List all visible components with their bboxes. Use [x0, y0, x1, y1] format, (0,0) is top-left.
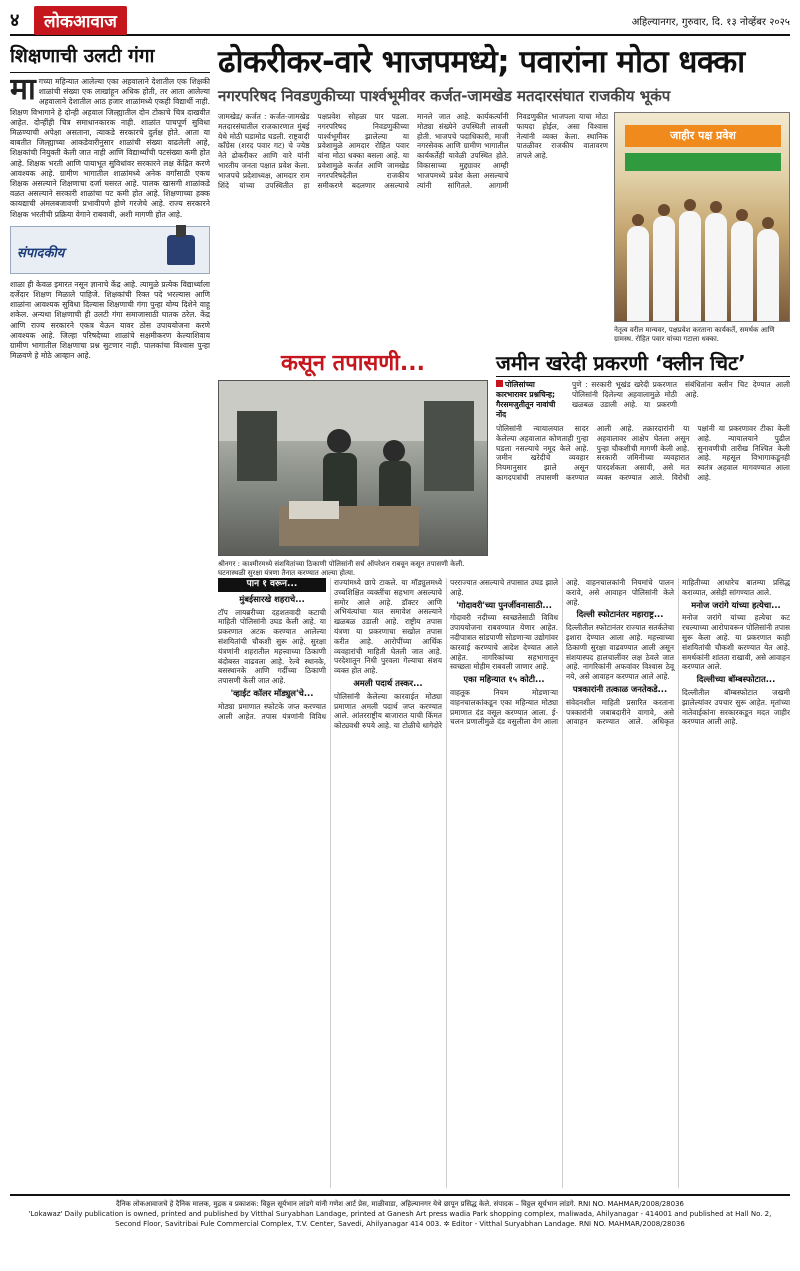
continuation-badge: पान १ वरून...	[218, 578, 326, 592]
land-byline	[496, 380, 564, 420]
section-label: दिल्लीच्या बॉम्बस्फोटात...	[696, 674, 776, 685]
person-figure	[757, 229, 779, 321]
search-headline: कसून तपासणी...	[281, 351, 425, 376]
land-byline-text: पोलिसांच्या कारभारावर प्रश्नचिन्ह; गैरसमजुतीतून नावांची नोंद	[496, 380, 556, 419]
section-label: 'व्हाईट कॉलर मॉड्युल'चे...	[230, 687, 314, 698]
land-intro-text: पुणे : सरकारी भूखंड खरेदी प्रकरणात पोलिसांनी दिलेल्या अहवालामुळे मोठी खळबळ उडाली आहे. या प्रकरणी संबंधितांना क्लीन चिट देण्यात आली आहे.	[572, 380, 790, 409]
section-text: मोठ्या प्रमाणात स्फोटके जप्त करण्यात आली आहेत. तपास यंत्रणांनी विविध राज्यांमध्ये छापे टाकले. या मॉड्युलमध्ये उच्चशिक्षित व्यक्तींचा सहभाग असल्याचे समोर आले आहे. डॉक्टर आणि अभियंत्यांचा यात समावेश असल्याने खळबळ उडाली आहे. राष्ट्रीय तपास यंत्रणा या प्रकरणाचा सखोल तपास करीत आहे. आरोपींच्या आर्थिक व्यवहारांची माहिती घेतली जात आहे. परदेशातून निधी पुरवला गेल्याचा संशय व्यक्त होत आहे.	[218, 578, 442, 721]
imprint-line-address: Second Floor, Savitribai Fule Commercial Complex, T.V. Center, Savedi, Ahilyanagar 414 003. ✲ Editor - Vitthal Suryabhan Landage. RNI NO. MAHMAR/2008/28036	[115, 1220, 685, 1228]
masthead	[10, 6, 790, 36]
photo-caption: नेतृत्व वरील मान्यवर, पक्षप्रवेश करताना कार्यकर्ते, समर्थक आणि ग्रामस्थ. रोहित पवार यांच्या गटाला धक्का.	[614, 326, 775, 343]
editorial-label: संपादकीय	[17, 245, 65, 261]
person-figure	[653, 216, 675, 321]
bullet-square-icon	[496, 380, 503, 387]
editorial-column	[10, 42, 210, 1192]
section-text: मनोज जरांगे यांच्या हत्येचा कट रचल्याच्या आरोपावरून पोलिसांनी तपास सुरू केला आहे. या प्रकरणात काही संशयितांची चौकशी करण्यात येत आहे. समर्थकांनी शांतता राखावी, असे आवाहन करण्यात आले.	[682, 613, 790, 672]
person-figure	[627, 226, 649, 321]
section-label: मनोज जरांगे यांच्या हत्येचा...	[691, 599, 781, 610]
person-figure	[679, 211, 701, 321]
search-caption: श्रीनगर : काश्मीरमध्ये संशयितांच्या ठिकाणी पोलिसांनी सर्च ऑपरेशन राबवून कसून तपासणी केली. घटनास्थळी सुरक्षा यंत्रणा तैनात करण्यात आल्या होत्या.	[218, 560, 465, 577]
section-text: गोदावरी नदीच्या स्वच्छतेसाठी विविध उपाययोजना राबवण्यात येणार आहेत. नदीपात्रात सांडपाणी सोडणाऱ्या उद्योगांवर कारवाई करण्याचे आदेश देण्यात आले आहेत. नागरिकांच्या सहभागातून स्वच्छता मोहीम राबवली जाणार आहे.	[450, 613, 558, 672]
newspaper-brand: लोकआवाज	[34, 6, 127, 35]
person-figure	[731, 221, 753, 321]
photo-banner-strip	[625, 153, 781, 171]
person-figure	[705, 213, 727, 321]
editorial-paragraph: गच्या महिन्यात आलेल्या एका अहवालाने देशातील एक शिक्षकी शाळांची संख्या एक लाखांहून अधिक होती, तर आता आलेल्या अहवालाने देशातील आठ हजार शाळांमध्ये एकही विद्यार्थी नाही. शिक्षण विभागाने हे दोन्ही अहवाल जिल्ह्यातील दोन टोकाचे चित्र दाखवीत आहेत. दोन्हींही चित्र समाधानकारक नाही. शाळांत पाचपूर्ण सुविधा मिळण्याची अपेक्षा असताना, त्याकडे सरकारचे दुर्लक्ष होते. आता या बाबतीत जिल्ह्याच्या आकडेवारीनुसार शाळांची संख्या वाढलेली आहे, शिक्षकांची नियुक्ती केली जात नाही आणि विद्यार्थ्यांची पटसंख्या कमी होत आहे. शिक्षक भरती आणि पायाभूत सुविधांवर सरकारने लक्ष केंद्रित करणे आवश्यक आहे.	[10, 77, 210, 178]
party-induction-photo	[614, 112, 790, 322]
section-text: वाहतूक नियम मोडणाऱ्या वाहनचालकांकडून एका महिन्यात मोठ्या प्रमाणात दंड वसूल करण्यात आला. ई-चलन प्रणालीमुळे दंड वसुलीला वेग आला आहे. वाहनचालकांनी नियमांचे पालन करावे, असे आवाहन पोलिसांनी केले आहे.	[450, 578, 674, 727]
search-operation-photo	[218, 380, 488, 556]
section-label: मुंबईसारखे शहराचे...	[239, 593, 305, 604]
land-story-body	[496, 424, 790, 572]
editorial-paragraph: ग्रामीण भागातील शाळांमध्ये अनेक वर्गांसाठी एकच शिक्षक असल्याने शिक्षणाचा दर्जा घसरत आहे. पालक खासगी शाळांकडे वळत असल्याने सरकारी शाळांचा पट कमी होत आहे. शिक्षणाच्या हक्क कायद्याची अंमलबजावणी प्रभावीपणे होणे गरजेचे आहे. राज्य सरकारने शिक्षक भरतीची प्रक्रिया वेगाने राबवावी, अशी मागणी होत आहे.	[10, 168, 210, 219]
dateline: अहिल्यानगर, गुरुवार, दि. १३ नोव्हेंबर २०२५	[631, 17, 790, 28]
land-headline: जमीन खरेदी प्रकरणी ‘क्लीन चिट’	[496, 350, 790, 377]
section-text: संवेदनशील माहिती प्रसारित करताना पत्रकारांनी जबाबदारीने वागावे, असे आवाहन करण्यात आले. अधिकृत माहितीच्या आधारेच बातम्या प्रसिद्ध कराव्यात, असेही सांगण्यात आले.	[566, 578, 790, 727]
editorial-paragraph: शाळा ही केवळ इमारत नसून ज्ञानाचे केंद्र आहे. त्यामुळे प्रत्येक विद्यार्थ्याला दर्जेदार शिक्षण मिळाले पाहिजे. शिक्षकांची रिक्त पदे भरल्यास आणि शाळांना आवश्यक सुविधा दिल्यास शिक्षणाची गंगा पुन्हा योग्य दिशेने वाहू शकेल. अन्यथा शिक्षणाची ही उलटी गंगा समाजासाठी घातक ठरेल. केंद्र आणि राज्य सरकारने एकत्र येऊन यावर ठोस उपाययोजना करणे आवश्यक आहे. जिल्हा परिषदेच्या शाळांचे सक्षमीकरण केल्याशिवाय ग्रामीण भागातील शिक्षणाचा प्रश्न सुटणार नाही. पालकांचा विश्वास पुन्हा मिळवणे हे मोठे आव्हान आहे.	[10, 279, 210, 361]
imprint-footer	[10, 1194, 790, 1229]
section-text: टॉप लायब्ररीच्या दहशतवादी कटाची माहिती पोलिसांनी उघड केली आहे. या प्रकरणात अटक करण्यात आलेल्या संशयितांची चौकशी सुरू आहे. सुरक्षा यंत्रणांनी शहरातील महत्त्वाच्या ठिकाणी बंदोबस्त वाढवला आहे. रेल्वे स्थानके, बसस्थानके आणि गर्दीच्या ठिकाणी तपासणी केली जात आहे.	[218, 607, 326, 686]
page-number: ४	[10, 10, 20, 31]
section-text: दिल्लीतील स्फोटानंतर राज्यात सतर्कतेचा इशारा देण्यात आला आहे. महत्त्वाच्या ठिकाणी सुरक्षा वाढवण्यात आली असून संशयास्पद हालचालींवर लक्ष ठेवले जात आहे. नागरिकांनी अफवांवर विश्वास ठेवू नये, असे आवाहन करण्यात आले आहे.	[566, 623, 674, 682]
editorial-title: शिक्षणाची उलटी गंगा	[10, 42, 210, 73]
editorial-body-continued	[10, 280, 210, 362]
ink-pot-icon	[167, 235, 195, 265]
section-text: दिल्लीतील बॉम्बस्फोटात जखमी झालेल्यांवर उपचार सुरू आहेत. मृतांच्या नातेवाईकांना सरकारकडून मदत जाहीर करण्यात आली आहे.	[682, 687, 790, 727]
lead-story-text: जामखेड/ कर्जत : कर्जत-जामखेड मतदारसंघातील राजकारणात मुंबई येथे मोठी घडामोड घडली. राष्ट्रवादी काँग्रेस (शरद पवार गट) चे ज्येष्ठ नेते ढोकरीकर आणि वारे यांनी भारतीय जनता पक्षात प्रवेश केला. भाजपचे प्रदेशाध्यक्ष, आमदार राम शिंदे यांच्या उपस्थितीत हा पक्षप्रवेश सोहळा पार पडला. नगरपरिषद निवडणुकीच्या पार्श्वभूमीवर झालेल्या या प्रवेशामुळे आमदार रोहित पवार यांना मोठा धक्का बसला आहे. या प्रवेशामुळे कर्जत आणि जामखेड नगरपरिषदेतील राजकीय समीकरणे बदलणार असल्याचे मानले जात आहे. कार्यकर्त्यांनी मोठ्या संख्येने उपस्थिती लावली होती. भाजपचे पदाधिकारी, माजी नगरसेवक आणि ग्रामीण भागातील कार्यकर्तेही यावेळी उपस्थित होते. विकासाच्या मुद्द्यावर आम्ही भाजपमध्ये प्रवेश केला असल्याचे त्यांनी सांगितले. आगामी निवडणुकीत भाजपला याचा मोठा फायदा होईल, असा विश्वास नेत्यांनी व्यक्त केला. स्थानिक पातळीवर राजकीय वातावरण तापले आहे.	[218, 112, 608, 190]
section-text: पोलिसांनी केलेल्या कारवाईत मोठ्या प्रमाणात अमली पदार्थ जप्त करण्यात आले. आंतरराष्ट्रीय बाजारात याची किंमत कोट्यवधी रुपये आहे. या टोळीचे धागेदोरे परराज्यात असल्याचे तपासात उघड झाले आहे.	[334, 578, 558, 731]
section-label: एका महिन्यात १५ कोटी...	[463, 674, 545, 685]
lead-story-body	[218, 112, 608, 342]
lead-subhead: नगरपरिषद निवडणुकीच्या पार्श्वभूमीवर कर्जत-जामखेड मतदारसंघात राजकीय भूकंप	[218, 87, 671, 105]
imprint-line-marathi: दैनिक लोकआवाजचे हे दैनिक मालक, मुद्रक व प्रकाशक: विठ्ठल सूर्यभान लांडगे यांनी गणेश आर्ट प्रेस, माळीवाडा, अहिल्यानगर येथे छापून प्रसिद्ध केले. संपादक – विठ्ठल सूर्यभान लांडगे. RNI NO. MAHMAR/2008/28036	[116, 1200, 684, 1208]
lead-headline: ढोकरीकर-वारे भाजपमध्ये; पवारांना मोठा धक्का	[218, 44, 745, 80]
editorial-badge	[10, 226, 210, 274]
continuation-columns	[218, 578, 790, 1188]
section-label: दिल्ली स्फोटानंतर महाराष्ट्र...	[576, 609, 664, 620]
section-label: पत्रकारांनी तत्काळ जनतेकडे...	[572, 683, 668, 694]
section-label: 'गोदावरी'च्या पुनर्जीवनासाठी...	[456, 599, 552, 610]
dropcap: मा	[10, 72, 36, 107]
editorial-body	[10, 72, 210, 220]
imprint-line-english: 'Lokawaz' Daily publication is owned, printed and published by Vitthal Suryabhan Landage, printed at Ganesh Art press wadia Park shopping complex, maliwada, Ahilyanagar - 414001 and published at Hall No. 2,	[28, 1210, 772, 1218]
section-label: अमली पदार्थ तस्कर...	[353, 677, 423, 688]
photo-banner: जाहीर पक्ष प्रवेश	[625, 125, 781, 147]
search-operation-illustration	[219, 381, 488, 556]
land-story-intro	[572, 380, 790, 424]
land-story-text: पोलिसांनी न्यायालयात सादर केलेल्या अहवालात कोणताही गुन्हा घडला नसल्याचे नमूद केले आहे. जमीन खरेदीचे व्यवहार नियमानुसार झाले असून कागदपत्रांची तपासणी करण्यात आली आहे. तक्रारदारांनी या अहवालावर आक्षेप घेतला असून पुन्हा चौकशीची मागणी केली आहे. सरकारी जमिनीच्या व्यवहारात पारदर्शकता असावी, असे मत व्यक्त करण्यात आले. विरोधी पक्षांनी या प्रकरणावर टीका केली आहे. न्यायालयाने पुढील सुनावणीची तारीख निश्चित केली आहे. महसूल विभागाकडूनही स्वतंत्र अहवाल मागवण्यात आला आहे.	[496, 424, 790, 482]
